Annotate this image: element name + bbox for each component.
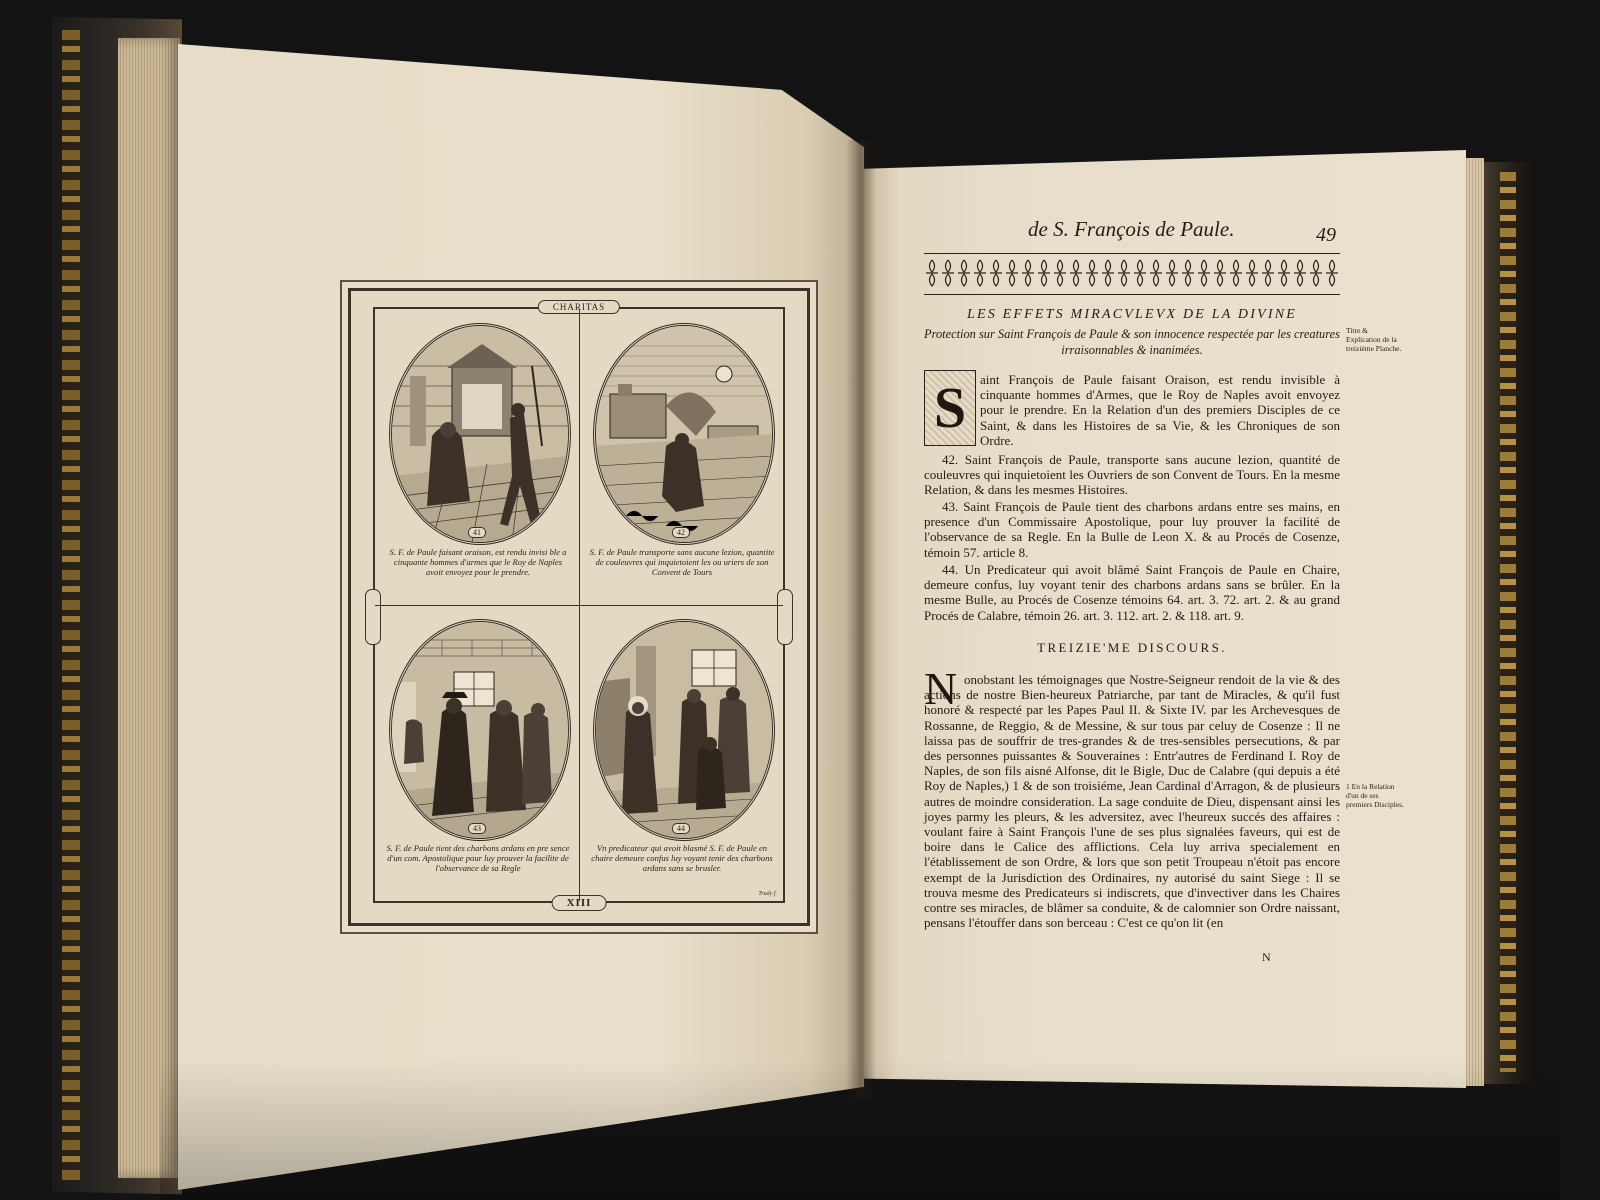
section-subheading: Protection sur Saint François de Paule & son innocence respectée par les creatures irraisonnables & inanimées. — [924, 327, 1340, 357]
fleuron-mark — [990, 260, 1002, 286]
fleuron-mark — [1294, 260, 1306, 286]
fleuron-mark — [1150, 260, 1162, 286]
fleuron-mark — [1006, 260, 1018, 286]
book-gutter — [846, 140, 876, 1100]
fleuron-mark — [958, 260, 970, 286]
fleuron-mark — [942, 260, 954, 286]
headpiece-ornament — [924, 253, 1340, 295]
left-gilt-border — [62, 30, 80, 1180]
running-head: de S. François de Paule. — [1028, 217, 1235, 241]
panel-caption: S. F. de Paule tient des charbons ardans en pre sence d'un com. Apostolique pour luy prouver la facilite de l'observance de sa Regle — [386, 843, 570, 873]
fleuron-mark — [1166, 260, 1178, 286]
left-page-edges — [118, 38, 180, 1178]
panel-caption: S. F. de Paule faisant oraison, est rendu invisi ble a cinquante hommes d'armes que le Roy de Naples avoit envoyez pour le prendre. — [389, 547, 567, 577]
paragraph-41: aint François de Paule faisant Oraison, est rendu invisible à cinquante hommes d'Armes, que le Roy de Naples avoit envoyez pour le prendre. En la Relation d'un des premiers Disciples de ce Saint, & dans les Histoires de sa Vie, & les Chroniques de son Ordre. — [980, 372, 1340, 448]
fleuron-mark — [1022, 260, 1034, 286]
engraving-scene-coals — [392, 622, 568, 838]
page-number: 49 — [1316, 224, 1336, 246]
panel-number: 43 — [468, 823, 486, 834]
fleuron-mark — [974, 260, 986, 286]
right-gilt-border — [1500, 172, 1516, 1072]
engraving-scene-preacher — [596, 622, 772, 838]
fleuron-mark — [1118, 260, 1130, 286]
paragraph-44: 44. Un Predicateur qui avoit blâmé Saint François de Paule en Chaire, demeure confus, luy voyant tenir des charbons ardans sans se brûler. En la mesme Bulle, au Procés de Cosenze témoins 64. art. 3. 72. art. 2. & au grand Procés de Calabre, témoin 26. art. 3. 112. art. 2. & 118. art. 9. — [924, 562, 1340, 623]
fleuron-mark — [1246, 260, 1258, 286]
signature-mark: N — [1262, 950, 1271, 964]
engraving-oval — [389, 619, 571, 841]
engraving-oval — [389, 323, 571, 545]
plate-panel-41 — [375, 309, 579, 605]
fleuron-mark — [1214, 260, 1226, 286]
paragraph-43: 43. Saint François de Paule tient des charbons ardans entre ses mains, en presence d'un Commissaire Apostolique, pour luy prouver la facilité de l'observance de sa Regle. En la Bulle de Leon X. & au Procés de Cosenze, témoin 57. article 8. — [924, 499, 1340, 560]
fleuron-mark — [1102, 260, 1114, 286]
plate-frame — [373, 302, 785, 909]
section-heading: LES EFFETS MIRACVLEVX DE LA DIVINE — [966, 307, 1297, 322]
fleuron-mark — [1230, 260, 1242, 286]
fleuron-mark — [1070, 260, 1082, 286]
panel-number: 44 — [672, 823, 690, 834]
panel-caption: S. F. de Paule transporte sans aucune lezion, quantite de couleuvres qui inquietoient les ou uriers de son Convent de Tours — [589, 547, 775, 577]
plate-cartouche-bottom: XIII — [552, 895, 607, 911]
fleuron-mark — [1038, 260, 1050, 286]
engraving-scene-prayer — [392, 326, 568, 542]
fleuron-mark — [1134, 260, 1146, 286]
plate-panel-42 — [579, 309, 783, 605]
fleuron-mark — [1278, 260, 1290, 286]
panel-caption: Vn predicateur qui avoit blasmé S. F. de Paule en chaire demeure confus luy voyant tenir des charbons ardans sans se brusler. — [591, 843, 773, 873]
engraving-scene-serpents — [596, 326, 772, 542]
fleuron-band — [924, 254, 1340, 292]
panel-number: 42 — [672, 527, 690, 538]
engraving-oval — [593, 619, 775, 841]
margin-note-relation: 1 En la Relation d'un de ses premiers Disciples. — [1346, 782, 1404, 809]
panel-number: 41 — [468, 527, 486, 538]
paragraph-42: 42. Saint François de Paule, transporte sans aucune lezion, quantité de couleuvres qui inquietoient les Ouvriers de son Convent de Tours. En la mesme Relation, & dans les mesmes Histoires. — [924, 452, 1340, 498]
plate-panel-43 — [375, 605, 579, 901]
engraver-signature: Trudy f. — [758, 891, 777, 897]
fleuron-mark — [1086, 260, 1098, 286]
fleuron-mark — [1310, 260, 1322, 286]
plate-panel-44 — [579, 605, 783, 901]
drop-cap-n: N — [924, 663, 958, 714]
plate-cartouche-top: CHARITAS — [538, 300, 620, 314]
drop-cap-s: S — [924, 370, 976, 446]
fleuron-mark — [1182, 260, 1194, 286]
discourse-title: TREIZIE'ME DISCOURS. — [1037, 640, 1227, 655]
engraving-plate — [348, 288, 810, 926]
fleuron-mark — [1054, 260, 1066, 286]
fleuron-mark — [1326, 260, 1338, 286]
fleuron-mark — [1262, 260, 1274, 286]
margin-note-title: Titre & Explication de la treiziéme Planche. — [1346, 326, 1402, 353]
engraving-oval — [593, 323, 775, 545]
discourse-paragraph: onobstant les témoignages que Nostre-Seigneur rendoit de la vie & des actions de nostre Bien-heureux Patriarche, par tant de Miracles, & qu'il fust honoré & respecté par les Papes Paul II. & Sixte IV. par les Archevesques de Rossanne, de Reggio, & de Messine, & sur tous par celuy de Cosenze : Il ne laissa pas de souffrir de tres-grandes & de tres-sensibles persecutions, & par des personnes puissantes & Souveraines : Entr'autres de Ferdinand I. Roy de Naples, de son fils aisné Alfonse, dit le Bigle, Duc de Calabre (qui depuis a été Roy de Naples,) 1 & de son troisiéme, Jean Cardinal d'Arragon, & de plusieurs autres de moindre consideration. La sage conduite de Dieu, dispensant ainsi les joyes parmy les pleurs, & les adversitez, avec l'heureux succés des affaires : voulant faire à Saint François l'une de ses plus signalées faveurs, qui est de boire dans le Calice des afflictions. Cela luy arriva specialement en l'établissement de son Ordre, & lors que son petit Troupeau n'étoit pas encore exempt de la Jurisdiction des Ordinaires, ny autorisé du saint Siege : Il se trouva mesme des Predicateurs si indiscrets, que d'invectiver dans les Chaires contre ses miracles, de blâmer sa conduite, & de calomnier son Ordre naissant, pensans l'étouffer dans son berceau : C'est ce qu'on lit (en — [924, 672, 1340, 931]
fleuron-mark — [926, 260, 938, 286]
fleuron-mark — [1198, 260, 1210, 286]
